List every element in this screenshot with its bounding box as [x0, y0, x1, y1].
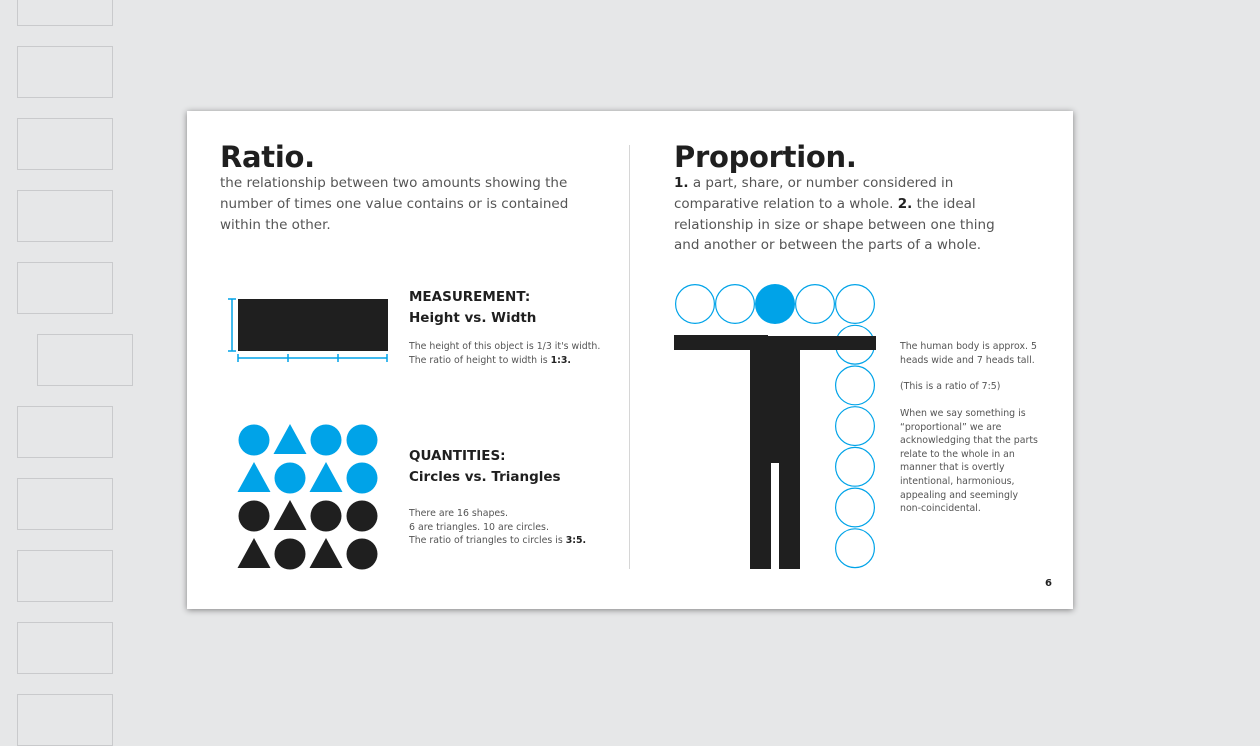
quantities-text: There are 16 shapes. — [409, 508, 509, 519]
triangle-blue-shape — [310, 462, 343, 492]
measurement-text: The ratio of height to width is — [409, 354, 551, 366]
circle-blue-shape — [347, 425, 378, 456]
triangle-dark-shape — [238, 538, 271, 568]
quantities-label: QUANTITIES: — [409, 448, 506, 464]
slide-thumbnail[interactable] — [17, 262, 113, 314]
quantities-text: 6 are triangles. 10 are circles. — [409, 521, 549, 533]
circle-dark-shape — [275, 539, 306, 570]
triangle-dark-shape — [274, 500, 307, 530]
quantities-text: The ratio of triangles to circles is — [409, 535, 566, 547]
measurement-description — [409, 340, 600, 367]
ratio-definition-line: the relationship between two amounts showing the — [220, 175, 568, 191]
triangle-dark-shape — [310, 538, 343, 568]
slide-thumbnail[interactable] — [17, 46, 113, 98]
body-note: The human body is approx. 5 heads wide and 7 heads tall. — [900, 341, 1037, 366]
definition-number: 1. — [674, 175, 689, 191]
width-head-circle — [716, 285, 755, 324]
slide-thumbnail[interactable] — [17, 478, 113, 530]
ratio-definition-line: number of times one value contains or is contained — [220, 195, 569, 212]
height-head-circle — [836, 488, 875, 527]
measurement-heading — [409, 287, 536, 329]
width-head-circle — [836, 285, 875, 324]
ratio-definition — [220, 173, 580, 235]
height-head-circle — [836, 447, 875, 486]
definition-text: a part, share, or number considered in comparative relation to a whole. — [674, 175, 954, 212]
measurement-text: The height of this object is 1/3 it's width. — [409, 341, 601, 352]
definition-text: the ideal relationship in size or shape between one thing and another or between the parts of a whole. — [674, 195, 995, 254]
quantities-ratio: 3:5. — [565, 535, 587, 547]
page-divider — [629, 145, 630, 569]
height-head-circle — [836, 407, 875, 446]
circle-dark-shape — [347, 501, 378, 532]
shape-grid — [235, 422, 385, 572]
width-head-circle — [796, 285, 835, 324]
quantities-description — [409, 507, 586, 548]
slide-thumbnail[interactable] — [17, 694, 113, 746]
slide-thumbnail[interactable] — [17, 118, 113, 170]
circle-blue-shape — [347, 463, 378, 494]
measurement-subtitle: Height vs. Width — [409, 310, 537, 326]
width-head-circle — [676, 285, 715, 324]
page-number: 6 — [1045, 578, 1052, 589]
circle-dark-shape — [311, 501, 342, 532]
circle-dark-shape — [239, 501, 270, 532]
triangle-blue-shape — [238, 462, 271, 492]
circle-blue-shape — [239, 425, 270, 456]
height-head-circle — [836, 529, 875, 568]
proportion-paragraph: When we say something is “proportional” we are acknowledging that the parts relate to the whole in an manner that is overtly intentional, harmonious, appealing and seemingly non-coincidental. — [900, 408, 1038, 515]
circle-blue-shape — [275, 463, 306, 494]
ratio-note: (This is a ratio of 7:5) — [900, 381, 1001, 392]
slide-thumbnail[interactable] — [17, 622, 113, 674]
ratio-definition-line: within the other. — [220, 216, 331, 233]
definition-number: 2. — [897, 195, 913, 212]
circle-blue-shape — [311, 425, 342, 456]
proportion-title: Proportion. — [674, 140, 857, 174]
slide-thumbnail[interactable] — [17, 550, 113, 602]
quantities-heading — [409, 446, 561, 488]
slide-thumbnail[interactable] — [17, 0, 113, 26]
rectangle-measurement-figure — [227, 297, 395, 363]
slide-thumbnail[interactable] — [17, 190, 113, 242]
triangle-blue-shape — [274, 424, 307, 454]
human-body-figure — [674, 283, 879, 573]
measured-rectangle — [238, 299, 388, 351]
quantities-subtitle: Circles vs. Triangles — [409, 469, 561, 485]
measurement-ratio: 1:3. — [550, 354, 571, 366]
measurement-label: MEASUREMENT: — [409, 289, 531, 305]
slide-thumbnail[interactable] — [17, 406, 113, 458]
height-head-circle — [836, 366, 875, 405]
slide-thumbnail-selected[interactable] — [37, 334, 133, 386]
slide-page — [187, 111, 1073, 609]
ratio-title: Ratio. — [220, 140, 315, 174]
proportion-definition — [674, 173, 1024, 256]
head-circle-filled — [755, 284, 795, 324]
circle-dark-shape — [347, 539, 378, 570]
